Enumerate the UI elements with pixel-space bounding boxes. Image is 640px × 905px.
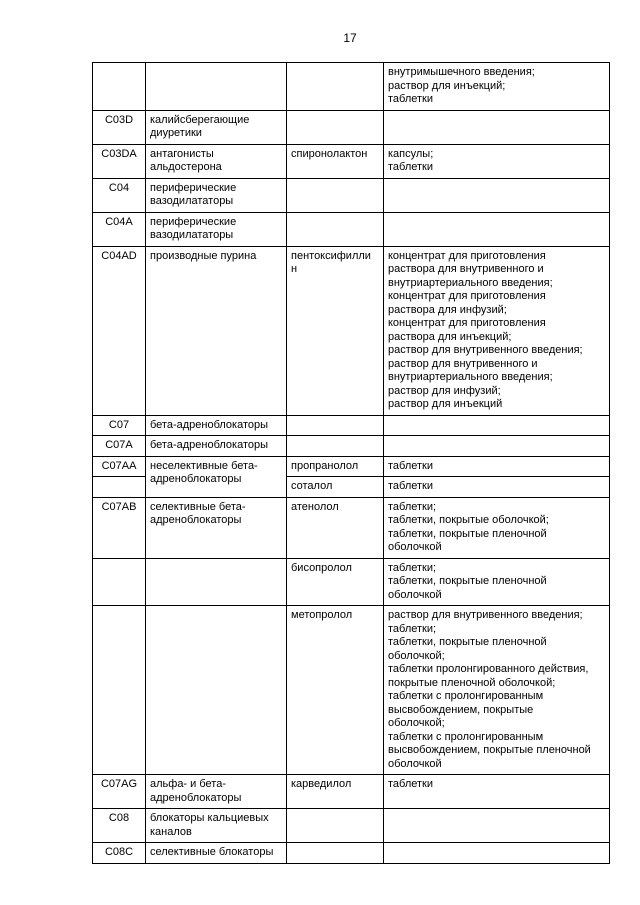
group-name-cell: периферические вазодилататоры [146, 178, 287, 212]
atc-code-cell: C04 [93, 178, 146, 212]
drug-name-cell: карведилол [287, 775, 384, 809]
table-row [93, 144, 610, 178]
drug-name-cell: спиронолактон [287, 144, 384, 178]
table-row [93, 436, 610, 457]
drug-name-cell [287, 212, 384, 246]
atc-code-cell: C08 [93, 809, 146, 843]
drug-name-cell: соталол [287, 477, 384, 498]
table-row [93, 606, 610, 775]
group-name-cell [146, 606, 287, 775]
group-name-cell: антагонисты альдостерона [146, 144, 287, 178]
dosage-forms-cell: таблетки [384, 456, 610, 477]
dosage-forms-cell [384, 212, 610, 246]
drug-name-cell [287, 63, 384, 111]
dosage-forms-cell: таблетки [384, 775, 610, 809]
atc-code-cell [93, 63, 146, 111]
table-row [93, 415, 610, 436]
group-name-cell: калийсберегающие диуретики [146, 110, 287, 144]
dosage-forms-cell: внутримышечного введения; раствор для инъекций; таблетки [384, 63, 610, 111]
group-name-cell [146, 558, 287, 606]
dosage-forms-cell: таблетки; таблетки, покрытые пленочной оболочкой [384, 558, 610, 606]
atc-code-cell [93, 477, 146, 498]
drug-name-cell [287, 436, 384, 457]
dosage-forms-cell [384, 809, 610, 843]
atc-code-cell: C03DA [93, 144, 146, 178]
page-number: 17 [343, 31, 357, 45]
drug-name-cell [287, 110, 384, 144]
drug-name-cell: пропранолол [287, 456, 384, 477]
dosage-forms-cell [384, 178, 610, 212]
dosage-forms-cell [384, 415, 610, 436]
atc-code-cell: C07AG [93, 775, 146, 809]
table-row [93, 110, 610, 144]
drug-name-cell: бисопролол [287, 558, 384, 606]
atc-code-cell: C04AD [93, 246, 146, 415]
table-row [93, 843, 610, 864]
dosage-forms-cell: концентрат для приготовления раствора для внутривенного и внутриартериального введения; концентрат для приготовления раствора для инфузий; концентрат для приготовления раствора для инъекций; раствор для внутривенного введения; раствор для внутривенного и внутриартериального введения; раствор для инфузий; раствор для инъекций [384, 246, 610, 415]
table-row [93, 775, 610, 809]
group-name-cell: периферические вазодилататоры [146, 212, 287, 246]
atc-code-cell: C07A [93, 436, 146, 457]
dosage-forms-cell: капсулы; таблетки [384, 144, 610, 178]
dosage-forms-cell: таблетки; таблетки, покрытые оболочкой; таблетки, покрытые пленочной оболочкой [384, 497, 610, 558]
group-name-cell: альфа- и бета- адреноблокаторы [146, 775, 287, 809]
group-name-cell: производные пурина [146, 246, 287, 415]
atc-code-cell: C07 [93, 415, 146, 436]
drug-name-cell: пентоксифилли н [287, 246, 384, 415]
atc-code-cell: C03D [93, 110, 146, 144]
group-name-cell: селективные блокаторы [146, 843, 287, 864]
group-name-cell: неселективные бета- адреноблокаторы [146, 456, 287, 497]
table-row [93, 558, 610, 606]
atc-code-cell [93, 558, 146, 606]
table-row [93, 456, 610, 477]
drug-name-cell: метопролол [287, 606, 384, 775]
group-name-cell: блокаторы кальциевых каналов [146, 809, 287, 843]
atc-code-cell: C08C [93, 843, 146, 864]
dosage-forms-cell: таблетки [384, 477, 610, 498]
table-row [93, 497, 610, 558]
drug-name-cell [287, 843, 384, 864]
atc-code-cell: C07AA [93, 456, 146, 477]
group-name-cell: бета-адреноблокаторы [146, 436, 287, 457]
atc-code-cell: C07AB [93, 497, 146, 558]
drug-table [92, 62, 610, 864]
atc-code-cell: C04A [93, 212, 146, 246]
group-name-cell: селективные бета- адреноблокаторы [146, 497, 287, 558]
drug-name-cell: атенолол [287, 497, 384, 558]
drug-name-cell [287, 415, 384, 436]
group-name-cell: бета-адреноблокаторы [146, 415, 287, 436]
atc-code-cell [93, 606, 146, 775]
dosage-forms-cell: раствор для внутривенного введения; таблетки; таблетки, покрытые пленочной оболочкой; таблетки пролонгированного действия, покрытые пленочной оболочкой; таблетки с пролонгированным высвобождением, покрытые оболочкой; таблетки с пролонгированным высвобождением, покрытые пленочной оболочкой [384, 606, 610, 775]
table-row [93, 178, 610, 212]
drug-name-cell [287, 178, 384, 212]
table-row [93, 246, 610, 415]
dosage-forms-cell [384, 110, 610, 144]
table-row [93, 809, 610, 843]
dosage-forms-cell [384, 436, 610, 457]
table-row [93, 212, 610, 246]
drug-name-cell [287, 809, 384, 843]
table-row [93, 63, 610, 111]
dosage-forms-cell [384, 843, 610, 864]
group-name-cell [146, 63, 287, 111]
